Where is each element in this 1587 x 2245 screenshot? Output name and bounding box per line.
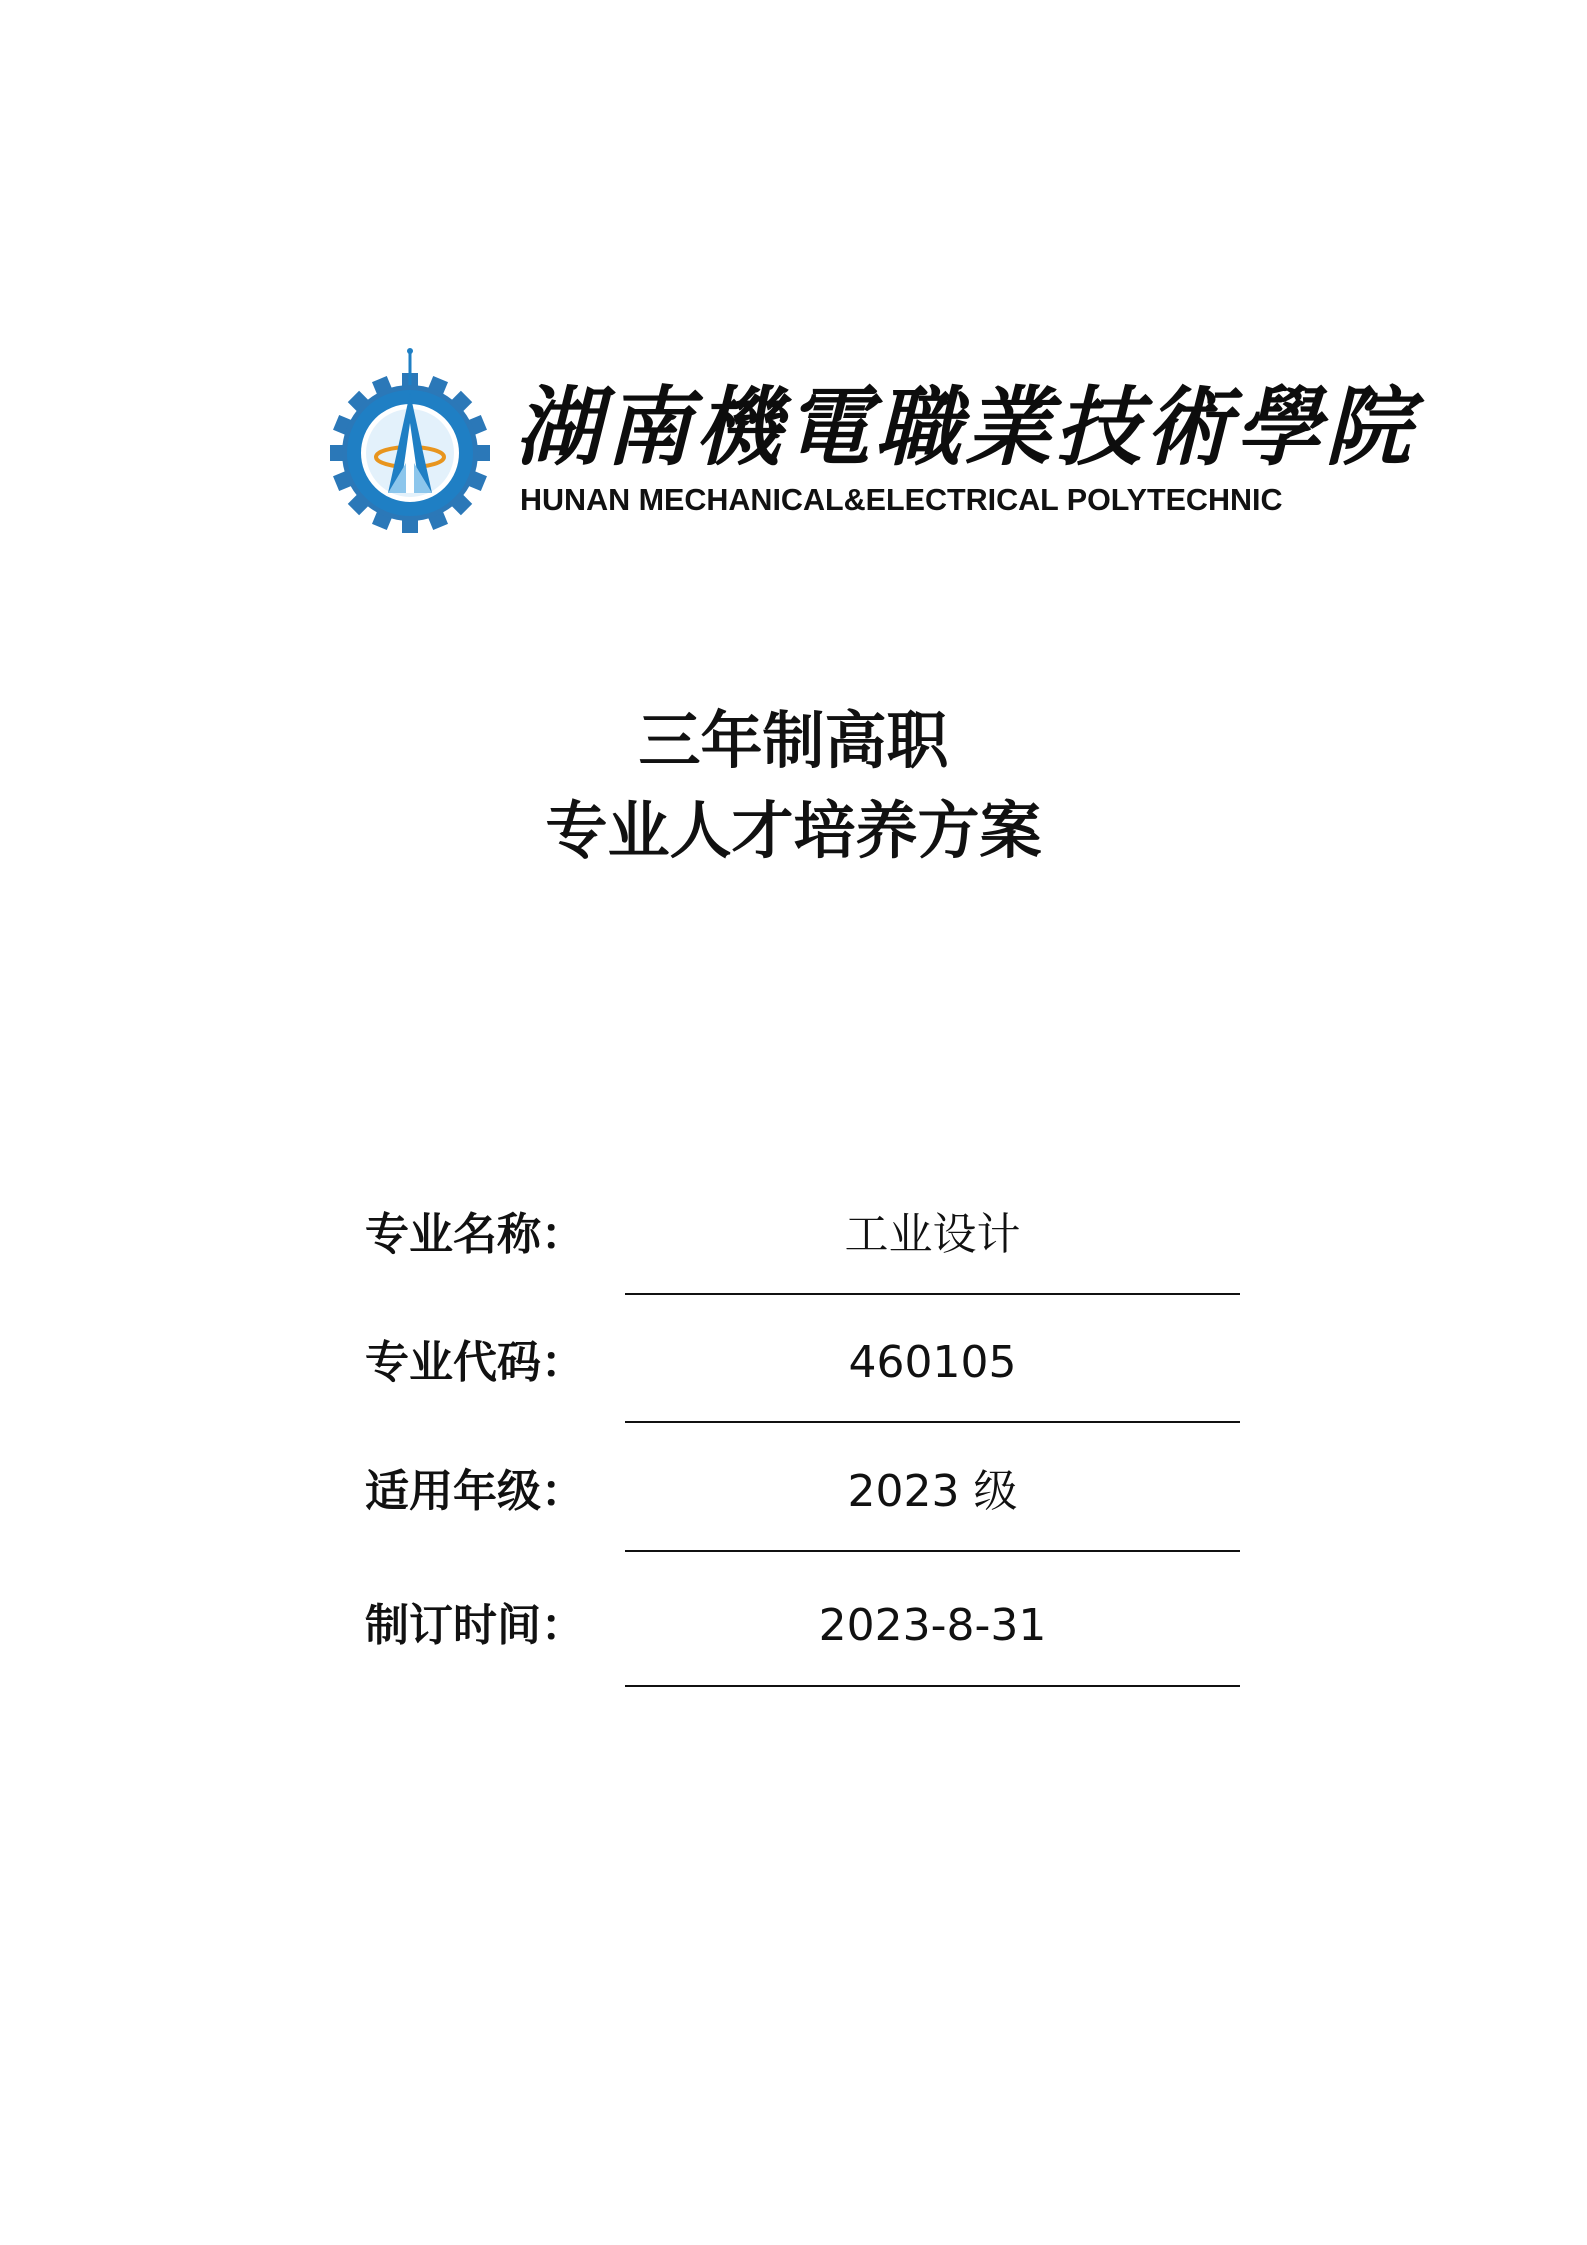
major-code-label: 专业代码： bbox=[365, 1337, 585, 1388]
school-logo bbox=[330, 345, 1415, 535]
applicable-grade-value: 2023 级 bbox=[847, 1466, 1018, 1517]
major-name-value: 工业设计 bbox=[844, 1209, 1021, 1260]
info-row-applicable-grade bbox=[0, 1462, 1587, 1562]
revision-date-value: 2023-8-31 bbox=[818, 1600, 1047, 1651]
info-row-revision-date bbox=[0, 1596, 1587, 1696]
revision-date-label: 制订时间： bbox=[365, 1600, 585, 1651]
revision-date-underline bbox=[625, 1685, 1240, 1687]
major-name-underline bbox=[625, 1293, 1240, 1295]
school-name-chinese: 湖南機電職業技術學院 bbox=[515, 377, 1415, 478]
document-title-line-1: 三年制高职 bbox=[638, 704, 949, 777]
school-emblem-icon bbox=[330, 345, 490, 535]
info-row-major-name bbox=[0, 1205, 1587, 1305]
info-row-major-code bbox=[0, 1333, 1587, 1433]
applicable-grade-underline bbox=[625, 1550, 1240, 1552]
document-title-line-2: 专业人才培养方案 bbox=[545, 794, 1042, 867]
major-name-label: 专业名称： bbox=[365, 1209, 585, 1260]
major-code-underline bbox=[625, 1421, 1240, 1423]
major-code-value: 460105 bbox=[848, 1337, 1017, 1388]
school-name-english: HUNAN MECHANICAL&ELECTRICAL POLYTECHNIC bbox=[520, 483, 1283, 517]
applicable-grade-label: 适用年级： bbox=[365, 1466, 585, 1517]
